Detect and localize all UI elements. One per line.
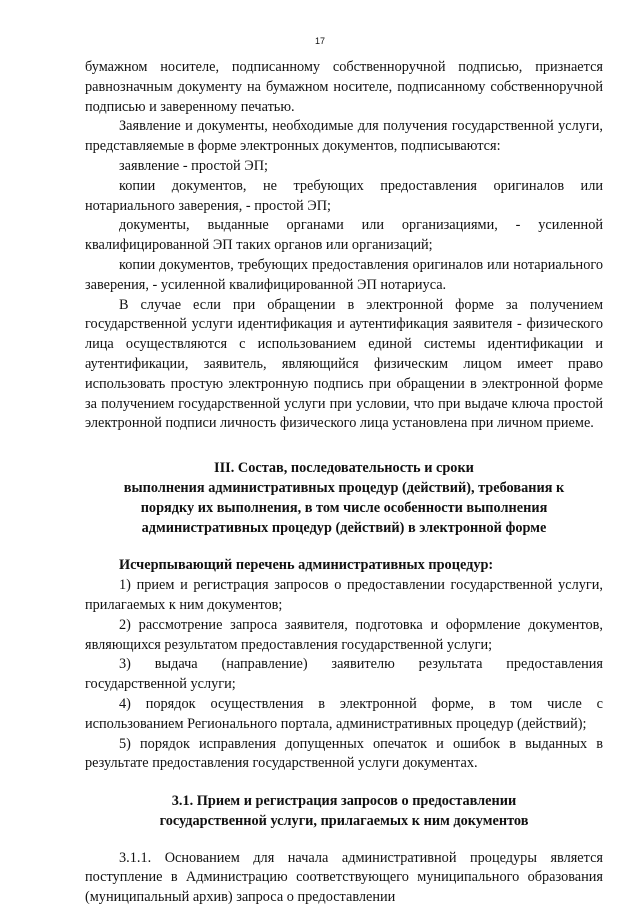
paragraph-copies-notary-signature: копии документов, требующих предоставления оригиналов или нотариального заверения, - усиленной квалифицированной ЭП нотариуса. bbox=[85, 256, 603, 293]
paragraph-copies-simple-signature: копии документов, не требующих предоставления оригиналов или нотариального заверения, - простой ЭП; bbox=[85, 177, 603, 214]
procedure-item: 4) порядок осуществления в электронной форме, в том числе с использованием Регионального портала, административных процедур (действий); bbox=[85, 695, 603, 732]
procedure-item: 3) выдача (направление) заявителю результата предоставления государственной услуги; bbox=[85, 656, 603, 693]
page-number: 17 bbox=[314, 36, 325, 46]
section-3-heading-line: административных процедур (действий) в электронной форме bbox=[141, 519, 547, 536]
section-3-heading-line: порядку их выполнения, в том числе особенности выполнения bbox=[140, 499, 548, 516]
paragraph-application-signature: заявление - простой ЭП; bbox=[119, 157, 268, 174]
section-3-heading-line: III. Состав, последовательность и сроки bbox=[214, 460, 474, 477]
section-3-1-heading bbox=[85, 792, 603, 832]
procedure-item: 5) порядок исправления допущенных опечаток и ошибок в выданных в результате предоставления государственной услуги документах. bbox=[85, 735, 603, 772]
section-3-heading-line: выполнения административных процедур (действий), требования к bbox=[123, 479, 565, 496]
section-3-1-heading-line: государственной услуги, прилагаемых к ним документов bbox=[159, 812, 529, 829]
paragraph-3-1-1: 3.1.1. Основанием для начала административной процедуры является поступление в Администрацию соответствующего муниципального образования (муниципальный архив) запроса о предоставлении bbox=[85, 849, 603, 906]
section-3-heading bbox=[85, 459, 603, 538]
paragraph-issued-documents-signature: документы, выданные органами или организациями, - усиленной квалифицированной ЭП таких органов или организаций; bbox=[85, 217, 603, 254]
paragraph-signing-intro: Заявление и документы, необходимые для получения государственной услуги, представляемые в форме электронных документов, подписываются: bbox=[85, 118, 603, 155]
paragraph-continuation: бумажном носителе, подписанному собственноручной подписью, признается равнозначным документу на бумажном носителе, подписанному собственноручной подписью и заверенному печатью. bbox=[85, 59, 603, 115]
section-3-1-heading-line: 3.1. Прием и регистрация запросов о предоставлении bbox=[171, 793, 517, 810]
procedures-list-title: Исчерпывающий перечень административных процедур: bbox=[119, 557, 494, 574]
paragraph-identification: В случае если при обращении в электронной форме за получением государственной услуги идентификация и аутентификация заявителя - физического лица осуществляются с использованием единой системы идентификации и аутентификации, заявитель, являющийся физическим лицом имеет право использовать простую электронную подпись при обращении в электронной форме за получением государственной услуги при условии, что при выдаче ключа простой электронной подписи личность физического лица установлена при личном приеме. bbox=[85, 296, 603, 432]
procedure-item: 1) прием и регистрация запросов о предоставлении государственной услуги, прилагаемых к ним документов; bbox=[85, 577, 603, 613]
procedure-item: 2) рассмотрение запроса заявителя, подготовка и оформление документов, являющихся результатом предоставления государственной услуги; bbox=[85, 616, 603, 653]
document-body bbox=[85, 58, 603, 908]
